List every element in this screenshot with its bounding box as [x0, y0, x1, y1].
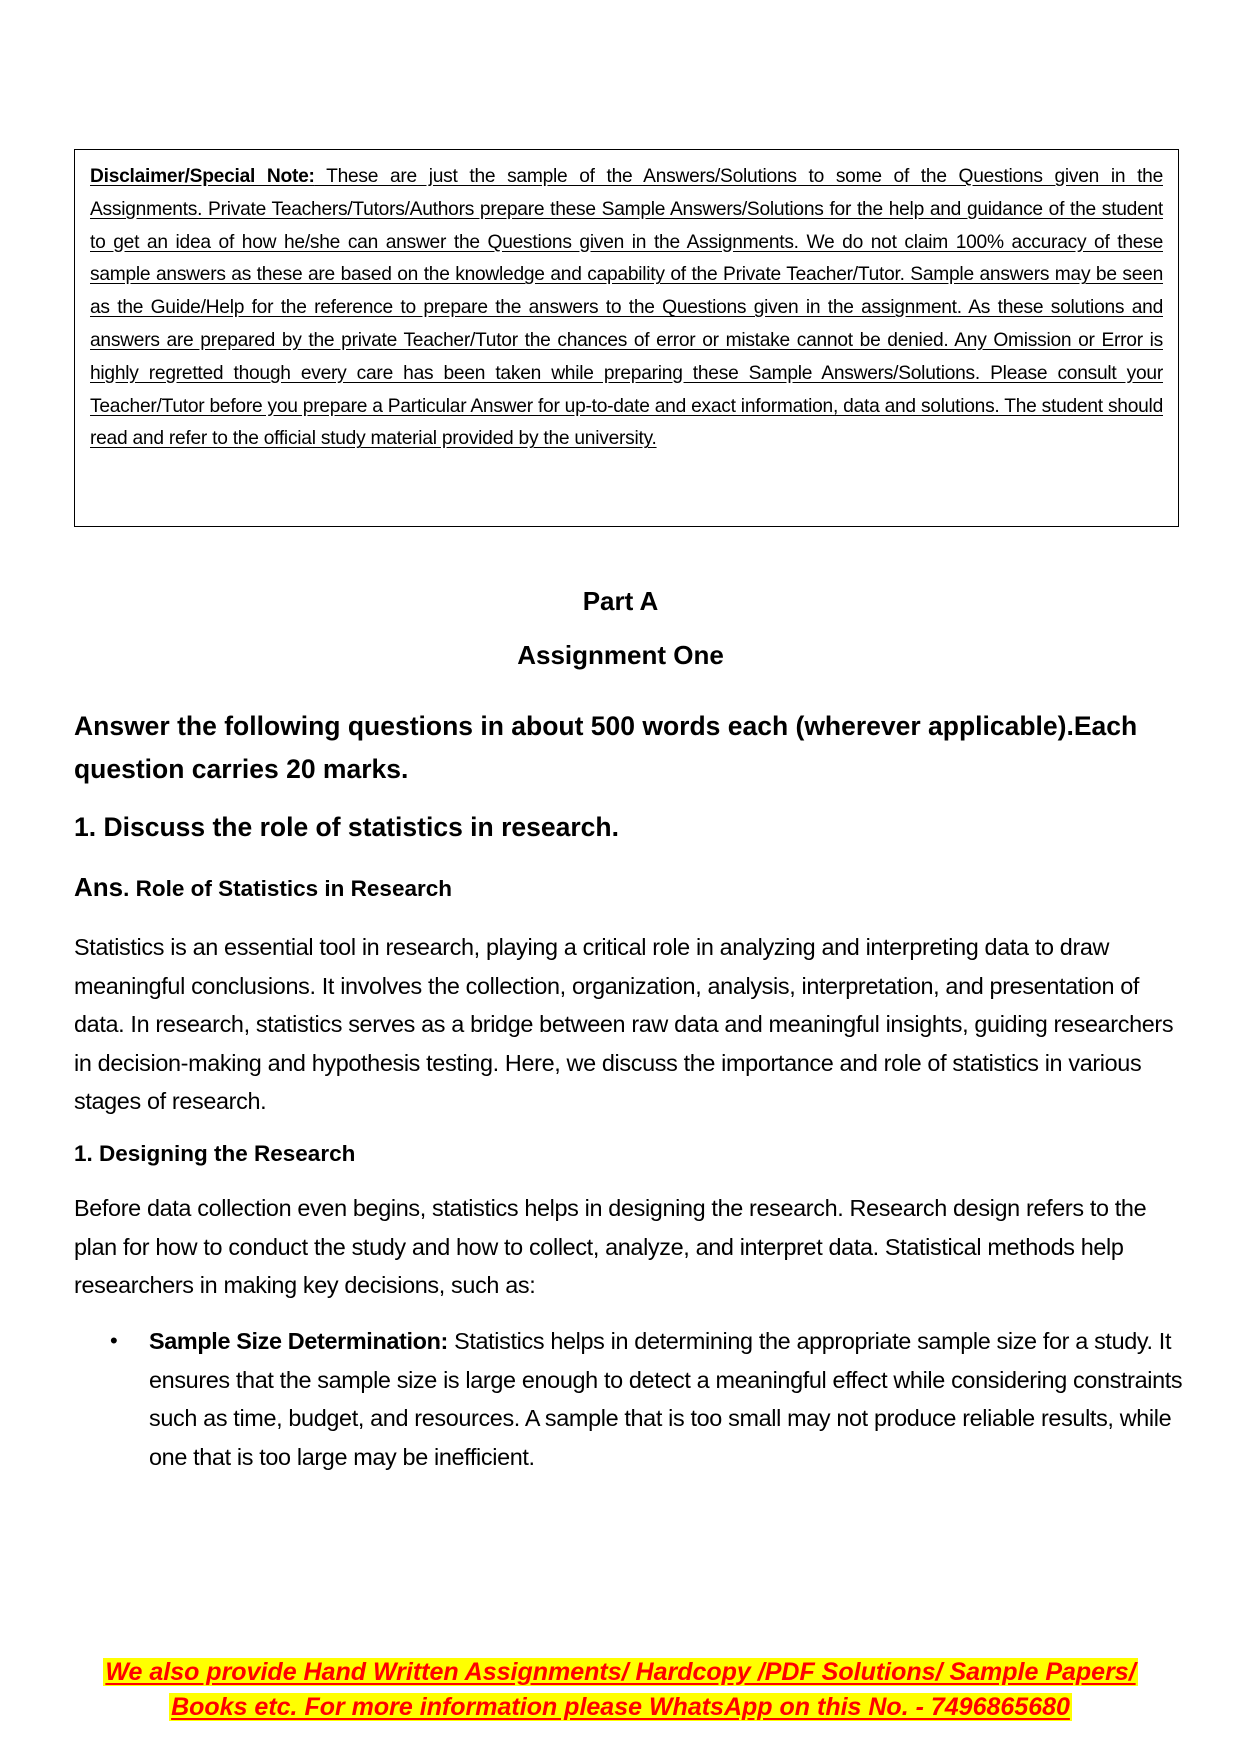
- disclaimer-paragraph: [90, 161, 1163, 456]
- instruction-text: Answer the following questions in about 500 words each (wherever applicable).Each question carries 20 marks.: [74, 711, 1138, 784]
- bullet-text: Statistics helps in determining the appropriate sample size for a study. It ensures that the sample size is large enough to detect a meaningful effect while considering constraints such as time, budget, and resources. A sample that is too small may not produce reliable results, while one that is too large may be inefficient.: [149, 1328, 1183, 1470]
- answer-prefix: Ans: [74, 872, 124, 902]
- answer-title: . Role of Statistics in Research: [123, 876, 452, 901]
- section-paragraph: Before data collection even begins, statistics helps in designing the research. Research design refers to the plan for how to conduct the study and how to collect, analyze, and interpret data. Statistical methods help researchers in making key decisions, such as:: [74, 1195, 1147, 1299]
- promo-line-1: We also provide Hand Written Assignments/ Hardcopy /PDF Solutions/ Sample Papers/: [105, 1658, 1136, 1686]
- assignment-heading: Assignment One: [517, 640, 724, 670]
- bullet-list: [74, 1322, 1184, 1476]
- disclaimer-box: [74, 149, 1179, 527]
- part-heading: Part A: [582, 586, 659, 616]
- list-item: [74, 1322, 1184, 1476]
- disclaimer-label: Disclaimer/Special Note:: [90, 166, 315, 187]
- question-title: 1. Discuss the role of statistics in research.: [74, 812, 619, 842]
- disclaimer-text: These are just the sample of the Answers/Solutions to some of the Questions given in the Assignments. Private Teachers/Tutors/Authors prepare these Sample Answers/Solutions for the help and guidance of the student to get an idea of how he/she can answer the Questions given in the Assignments. We do not claim 100% accuracy of these sample answers as these are based on the knowledge and capability of the Private Teacher/Tutor. Sample answers may be seen as the Guide/Help for the reference to prepare the answers to the Questions given in the assignment. As these solutions and answers are prepared by the private Teacher/Tutor the chances of error or mistake cannot be denied. Any Omission or Error is highly regretted though every care has been taken while preparing these Sample Answers/Solutions. Please consult your Teacher/Tutor before you prepare a Particular Answer for up-to-date and exact information, data and solutions. The student should read and refer to the official study material provided by the university.: [90, 166, 1163, 450]
- section-heading: 1. Designing the Research: [74, 1141, 356, 1166]
- bullet-term: Sample Size Determination:: [149, 1328, 448, 1354]
- promo-footer: [0, 1655, 1241, 1725]
- answer-heading: [74, 872, 452, 903]
- bullet-icon: •: [110, 1328, 118, 1353]
- promo-line-2: Books etc. For more information please WhatsApp on this No. - 7496865680: [171, 1693, 1070, 1721]
- answer-intro-paragraph: Statistics is an essential tool in research, playing a critical role in analyzing and interpreting data to draw meaningful conclusions. It involves the collection, organization, analysis, interpretation, and presentation of data. In research, statistics serves as a bridge between raw data and meaningful insights, guiding researchers in decision-making and hypothesis testing. Here, we discuss the importance and role of statistics in various stages of research.: [74, 934, 1174, 1115]
